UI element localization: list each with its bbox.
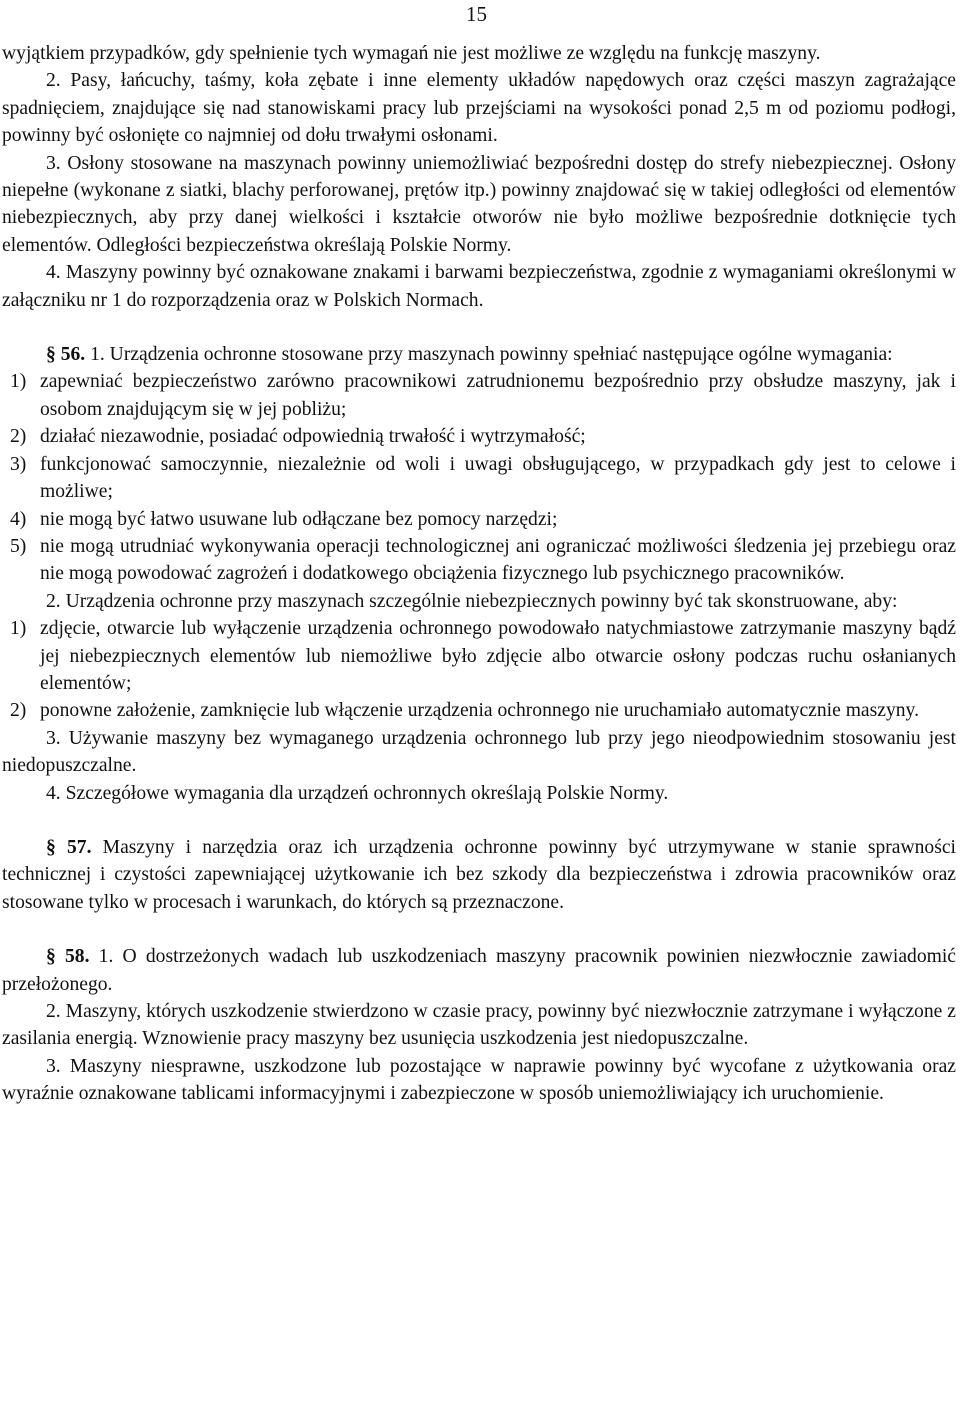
list-item	[2, 423, 956, 450]
list-item-text: funkcjonować samoczynnie, niezależnie od woli i uwagi obsługującego, w przypadkach gdy jest to celowe i możliwe;	[40, 453, 956, 503]
section-58-intro-text: 1. O dostrzeżonych wadach lub uszkodzeniach maszyny pracownik powinien niezwłocznie zawiadomić przełożonego.	[2, 946, 956, 995]
list-item-text: nie mogą utrudniać wykonywania operacji technologicznej ani ograniczać możliwości śledzenia jej przebiegu oraz nie mogą powodować zagrożeń i dodatkowego obciążenia fizycznego lub psychicznego pracowników.	[40, 535, 956, 585]
list-item-text: ponowne założenie, zamknięcie lub włączenie urządzenia ochronnego nie uruchamiało automatycznie maszyny.	[40, 700, 919, 722]
list-item-text: zapewniać bezpieczeństwo zarówno pracownikowi zatrudnionemu bezpośrednio przy obsłudze maszyny, jak i osobom znajdującym się w jej pobliżu;	[40, 371, 956, 420]
list-item-number: 1)	[10, 618, 27, 640]
list-item-number: 1)	[10, 371, 27, 393]
section-56-label: § 56.	[46, 344, 86, 366]
section-56-list-2	[2, 615, 956, 725]
section-56-intro-text: 1. Urządzenia ochronne stosowane przy maszynach powinny spełniać następujące ogólne wymagania:	[85, 344, 893, 366]
paragraph-4: 4. Maszyny powinny być oznakowane znakami i barwami bezpieczeństwa, zgodnie z wymaganiami określonymi w załączniku nr 1 do rozporządzenia oraz w Polskich Normach.	[2, 262, 956, 311]
list-item-text: zdjęcie, otwarcie lub wyłączenie urządzenia ochronnego powodowało natychmiastowe zatrzymanie maszyny bądź jej niebezpiecznych elementów lub niemożliwe było zdjęcie albo otwarcie osłony podczas ruchu osłanianych elementów;	[40, 618, 956, 694]
list-item-number: 3)	[10, 453, 27, 475]
section-58-intro	[2, 943, 956, 998]
page-number: 15	[466, 2, 487, 26]
document-body	[2, 40, 956, 1108]
section-56-paragraph-3: 3. Używanie maszyny bez wymaganego urządzenia ochronnego lub przy jego nieodpowiednim stosowaniu jest niedopuszczalne.	[2, 727, 956, 777]
list-item	[2, 451, 956, 506]
paragraph-3: 3. Osłony stosowane na maszynach powinny uniemożliwiać bezpośredni dostęp do strefy niebezpiecznej. Osłony niepełne (wykonane z siatki, blachy perforowanej, prętów itp.) powinny znajdować się w takiej odległości od elementów niebezpiecznych, aby przy danej wielkości i kształcie otworów nie było możliwe bezpośrednie dotknięcie tych elementów. Odległości bezpieczeństwa określają Polskie Normy.	[2, 152, 956, 256]
section-57	[2, 834, 956, 916]
section-56-list	[2, 368, 956, 587]
section-57-label: § 57.	[46, 836, 92, 858]
section-56-paragraph-4: 4. Szczegółowe wymagania dla urządzeń ochronnych określają Polskie Normy.	[46, 782, 669, 804]
section-58-paragraph-2: 2. Maszyny, których uszkodzenie stwierdzono w czasie pracy, powinny być niezwłocznie zatrzymane i wyłączone z zasilania energią. Wznowienie pracy maszyny bez usunięcia uszkodzenia jest niedopuszczalne.	[2, 1001, 956, 1050]
spacer	[2, 314, 956, 341]
section-58-label: § 58.	[46, 946, 90, 968]
section-56-paragraph-2: 2. Urządzenia ochronne przy maszynach szczególnie niebezpiecznych powinny być tak skonstruowane, aby:	[46, 590, 898, 612]
list-item	[2, 615, 956, 697]
spacer	[2, 807, 956, 834]
list-item-text: działać niezawodnie, posiadać odpowiednią trwałość i wytrzymałość;	[40, 426, 586, 448]
list-item	[2, 697, 956, 724]
list-item-number: 4)	[10, 508, 27, 530]
list-item-number: 5)	[10, 535, 27, 557]
section-56-intro	[2, 341, 956, 368]
paragraph-2: 2. Pasy, łańcuchy, taśmy, koła zębate i inne elementy układów napędowych oraz części maszyn zagrażające spadnięciem, znajdujące się nad stanowiskami pracy lub przejściami na wysokości ponad 2,5 m od poziomu podłogi, powinny być osłonięte co najmniej od dołu trwałymi osłonami.	[2, 70, 956, 147]
section-57-text: Maszyny i narzędzia oraz ich urządzenia ochronne powinny być utrzymywane w stanie sprawności technicznej i czystości zapewniającej użytkowanie ich bez szkody dla bezpieczeństwa i zdrowia pracowników oraz stosowane tylko w procesach i warunkach, do których są przeznaczone.	[2, 836, 956, 913]
list-item	[2, 533, 956, 588]
list-item	[2, 506, 956, 533]
paragraph-continuation: wyjątkiem przypadków, gdy spełnienie tych wymagań nie jest możliwe ze względu na funkcję maszyny.	[2, 43, 821, 64]
list-item-number: 2)	[10, 700, 27, 722]
spacer	[2, 916, 956, 943]
section-58-paragraph-3: 3. Maszyny niesprawne, uszkodzone lub pozostające w naprawie powinny być wycofane z użytkowania oraz wyraźnie oznakowane tablicami informacyjnymi i zabezpieczone w sposób uniemożliwiający ich uruchomienie.	[2, 1055, 956, 1105]
list-item-number: 2)	[10, 426, 27, 448]
list-item-text: nie mogą być łatwo usuwane lub odłączane bez pomocy narzędzi;	[40, 508, 558, 530]
list-item	[2, 368, 956, 423]
